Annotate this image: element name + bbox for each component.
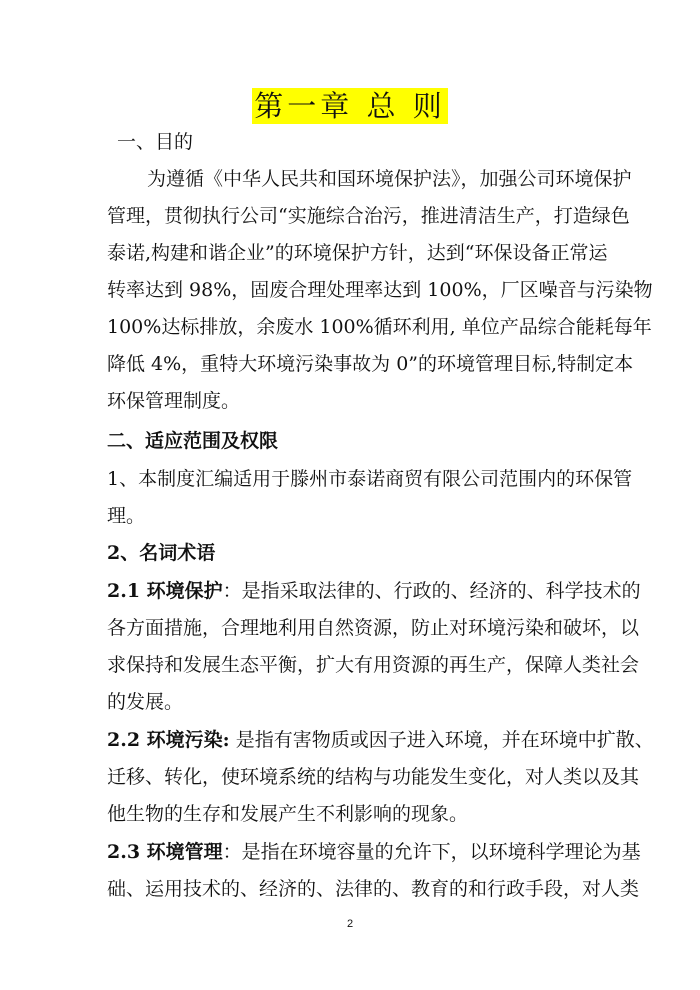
chapter-title-wrap xyxy=(0,88,700,124)
term-2-3-line-2: 础、运用技术的、经济的、法律的、教育的和行政手段，对人类 xyxy=(107,878,640,900)
section-heading-purpose: 一、目的 xyxy=(117,131,194,153)
term-2-1-line-2: 各方面措施，合理地利用自然资源，防止对环境污染和破坏，以 xyxy=(107,617,640,639)
purpose-line-2: 管理，贯彻执行公司“实施综合治污，推进清洁生产，打造绿色 xyxy=(107,205,630,227)
purpose-line-3: 泰诺,构建和谐企业”的环境保护方针，达到“环保设备正常运 xyxy=(107,242,608,264)
term-2-2-text: 是指有害物质或因子进入环境，并在环境中扩散、 xyxy=(229,729,654,751)
term-2-2-line-3: 他生物的生存和发展产生不利影响的现象。 xyxy=(107,803,469,825)
scope-line-2: 理。 xyxy=(107,505,146,527)
term-2-2-label: 2.2 环境污染: xyxy=(107,729,230,751)
page-number: 2 xyxy=(346,918,354,930)
section-heading-terms: 2、名词术语 xyxy=(107,542,216,564)
term-2-1-label: 2.1 环境保护 xyxy=(107,580,223,602)
term-2-1-line-1 xyxy=(107,578,641,604)
section-heading-scope: 二、适应范围及权限 xyxy=(107,430,279,452)
scope-line-1: 1、本制度汇编适用于滕州市泰诺商贸有限公司范围内的环保管 xyxy=(107,468,633,490)
term-2-1-line-3: 求保持和发展生态平衡，扩大有用资源的再生产，保障人类社会 xyxy=(107,654,640,676)
term-2-2-line-2: 迁移、转化，使环境系统的结构与功能发生变化，对人类以及其 xyxy=(107,766,640,788)
purpose-line-5: 100%达标排放，余废水 100%循环利用, 单位产品综合能耗每年 xyxy=(107,316,652,338)
chapter-title: 第一章 总 则 xyxy=(254,89,446,123)
term-2-3-label: 2.3 环境管理 xyxy=(107,841,223,863)
purpose-line-1: 为遵循《中华人民共和国环境保护法》，加强公司环境保护 xyxy=(147,168,632,190)
term-2-3-text: ：是指在环境容量的允许下，以环境科学理论为基 xyxy=(222,841,641,863)
purpose-line-4: 转率达到 98%，固废合理处理率达到 100%，厂区噪音与污染物 xyxy=(107,279,653,301)
purpose-line-7: 环保管理制度。 xyxy=(107,390,241,412)
purpose-line-6: 降低 4%，重特大环境污染事故为 0”的环境管理目标,特制定本 xyxy=(107,353,634,375)
term-2-1-text: ：是指采取法律的、行政的、经济的、科学技术的 xyxy=(222,580,641,602)
term-2-2-line-1 xyxy=(107,727,654,753)
term-2-1-line-4: 的发展。 xyxy=(107,691,184,713)
term-2-3-line-1 xyxy=(107,839,641,865)
